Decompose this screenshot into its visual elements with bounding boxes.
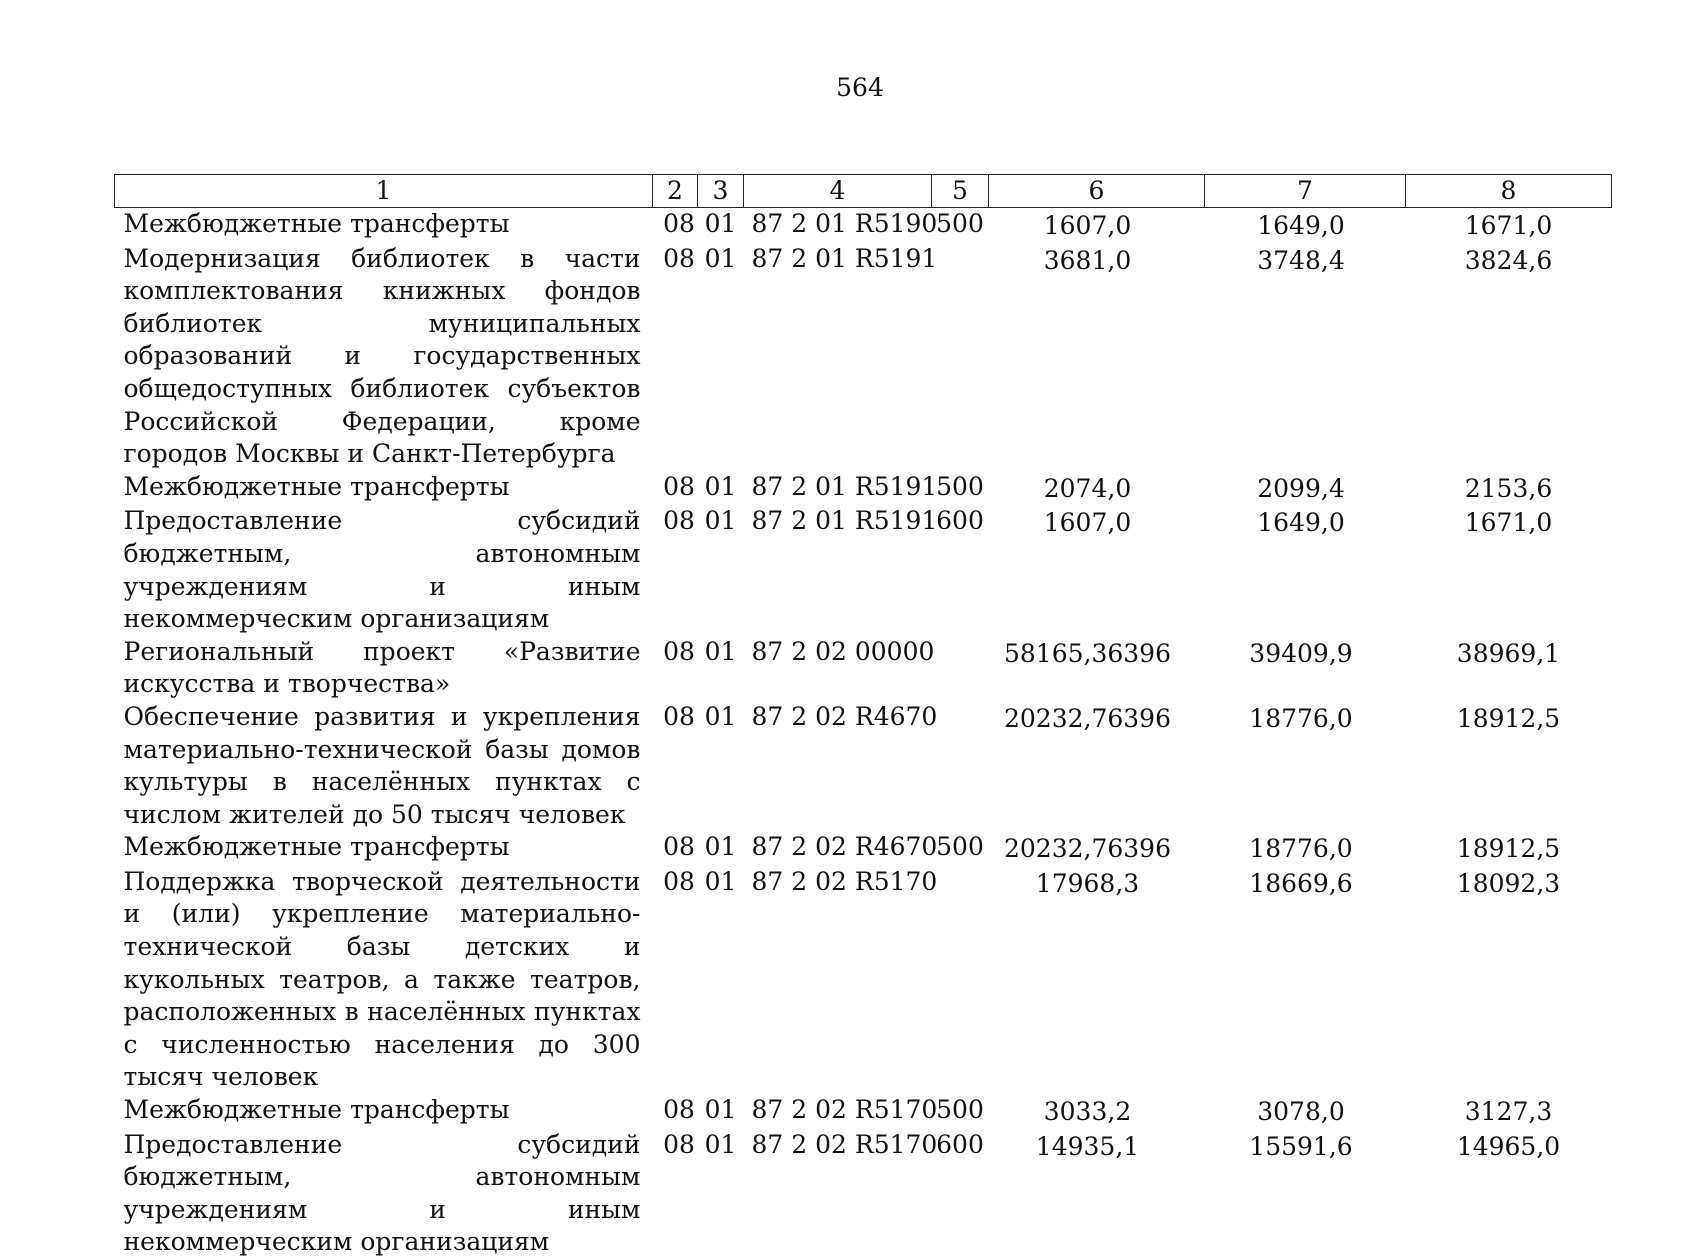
row-section: 08 xyxy=(663,1095,695,1125)
row-amount-year-2: 2099,4 xyxy=(1257,473,1345,503)
row-amount-year-2: 18669,6 xyxy=(1249,868,1353,898)
column-header-6: 6 xyxy=(989,175,1205,208)
table-header-row xyxy=(115,175,1612,208)
column-header-7: 7 xyxy=(1205,175,1406,208)
row-section: 08 xyxy=(663,209,695,238)
row-amount-year-1: 1607,0 xyxy=(1043,508,1132,538)
table-row xyxy=(115,636,1612,701)
table-row xyxy=(115,1094,1612,1129)
column-header-1: 1 xyxy=(115,175,653,208)
row-amount-year-3: 1671,0 xyxy=(1464,211,1553,240)
table-row xyxy=(115,866,1612,1094)
row-amount-year-2: 15591,6 xyxy=(1249,1131,1353,1161)
row-amount-year-3: 18912,5 xyxy=(1456,703,1561,733)
row-subsection: 01 xyxy=(704,1095,737,1125)
row-section: 08 xyxy=(663,506,695,536)
row-target-code: 87 2 01 R5190 xyxy=(751,209,938,238)
row-amount-year-2: 3748,4 xyxy=(1257,245,1345,275)
row-expense-type: 600 xyxy=(936,506,984,536)
row-amount-year-3: 18912,5 xyxy=(1456,834,1561,864)
row-amount-year-1: 3681,0 xyxy=(1043,245,1132,275)
row-amount-year-2: 1649,0 xyxy=(1257,211,1345,240)
row-expense-type xyxy=(932,243,989,471)
row-subsection: 01 xyxy=(704,243,737,273)
page-number: 564 xyxy=(836,73,884,102)
table-row xyxy=(115,505,1612,635)
row-name: Межбюджетные трансферты xyxy=(123,1095,510,1125)
row-section: 08 xyxy=(663,701,695,731)
row-subsection: 01 xyxy=(704,866,737,896)
column-header-5: 5 xyxy=(932,175,989,208)
row-expense-type: 500 xyxy=(936,471,984,501)
row-target-code: 87 2 01 R5191 xyxy=(751,471,938,501)
row-name: Межбюджетные трансферты xyxy=(123,832,510,862)
row-amount-year-3: 18092,3 xyxy=(1456,868,1561,898)
row-amount-year-2: 1649,0 xyxy=(1257,508,1345,538)
row-section: 08 xyxy=(663,832,695,862)
table-row xyxy=(115,1129,1612,1259)
row-subsection: 01 xyxy=(704,832,737,862)
row-section: 08 xyxy=(663,243,695,273)
row-amount-year-1: 17968,3 xyxy=(1035,868,1140,898)
row-expense-type xyxy=(932,866,989,1094)
row-amount-year-1: 20232,76396 xyxy=(1003,834,1171,864)
row-target-code: 87 2 02 R4670 xyxy=(751,701,938,731)
row-subsection: 01 xyxy=(704,209,737,238)
row-expense-type: 500 xyxy=(936,1095,984,1125)
row-amount-year-1: 14935,1 xyxy=(1035,1131,1140,1161)
row-name: Предоставление субсидий бюджетным, автономным учреждениям и иным некоммерческим организациям xyxy=(123,1129,641,1257)
row-amount-year-3: 3824,6 xyxy=(1464,245,1553,275)
row-name: Модернизация библиотек в части комплектования книжных фондов библиотек муниципальных образований и государственных общедоступных библиотек субъектов Российской Федерации, кроме городов Москвы и Санкт-Петербурга xyxy=(123,243,641,469)
row-section: 08 xyxy=(663,866,695,896)
row-target-code: 87 2 01 R5191 xyxy=(751,506,938,536)
row-name: Обеспечение развития и укрепления материально-технической базы домов культуры в населённых пунктах с числом жителей до 50 тысяч человек xyxy=(123,701,641,829)
table-row xyxy=(115,243,1612,471)
row-expense-type: 600 xyxy=(936,1129,984,1159)
row-amount-year-2: 39409,9 xyxy=(1249,638,1353,668)
row-subsection: 01 xyxy=(704,506,737,536)
table-row xyxy=(115,471,1612,506)
row-amount-year-3: 1671,0 xyxy=(1464,508,1553,538)
row-expense-type: 500 xyxy=(936,832,984,862)
row-target-code: 87 2 02 R5170 xyxy=(751,1129,938,1159)
row-amount-year-2: 18776,0 xyxy=(1249,703,1353,733)
row-amount-year-3: 3127,3 xyxy=(1464,1097,1553,1127)
row-expense-type xyxy=(932,636,989,701)
row-name: Межбюджетные трансферты xyxy=(123,471,510,501)
row-subsection: 01 xyxy=(704,471,737,501)
row-name: Предоставление субсидий бюджетным, автономным учреждениям и иным некоммерческим организациям xyxy=(123,506,641,634)
row-subsection: 01 xyxy=(704,701,737,731)
row-target-code: 87 2 02 00000 xyxy=(751,636,935,666)
row-amount-year-1: 58165,36396 xyxy=(1003,638,1171,668)
row-amount-year-3: 2153,6 xyxy=(1464,473,1553,503)
row-target-code: 87 2 02 R5170 xyxy=(751,866,938,896)
column-header-4: 4 xyxy=(744,175,932,208)
row-subsection: 01 xyxy=(704,1129,737,1159)
row-amount-year-3: 14965,0 xyxy=(1456,1131,1561,1161)
row-amount-year-1: 20232,76396 xyxy=(1003,703,1171,733)
column-header-2: 2 xyxy=(653,175,698,208)
row-expense-type xyxy=(932,701,989,831)
row-amount-year-1: 1607,0 xyxy=(1043,211,1132,240)
table-row xyxy=(115,208,1612,243)
column-header-3: 3 xyxy=(698,175,744,208)
row-expense-type: 500 xyxy=(936,209,984,238)
table-row xyxy=(115,701,1612,831)
budget-table xyxy=(114,174,1612,1259)
row-amount-year-1: 3033,2 xyxy=(1043,1097,1132,1127)
row-amount-year-1: 2074,0 xyxy=(1043,473,1132,503)
row-section: 08 xyxy=(663,636,695,666)
column-header-8: 8 xyxy=(1406,175,1612,208)
row-section: 08 xyxy=(663,471,695,501)
row-section: 08 xyxy=(663,1129,695,1159)
table-row xyxy=(115,831,1612,866)
row-subsection: 01 xyxy=(704,636,737,666)
row-amount-year-2: 3078,0 xyxy=(1257,1097,1345,1127)
row-amount-year-2: 18776,0 xyxy=(1249,834,1353,864)
row-target-code: 87 2 02 R5170 xyxy=(751,1095,938,1125)
row-name: Поддержка творческой деятельности и (или) укрепление материально-технической базы детских и кукольных театров, а также театров, расположенных в населённых пунктах с численностью населения до 300 тысяч человек xyxy=(123,866,641,1092)
row-amount-year-3: 38969,1 xyxy=(1456,638,1561,668)
row-target-code: 87 2 01 R5191 xyxy=(751,243,938,273)
row-name: Региональный проект «Развитие искусства и творчества» xyxy=(123,636,641,699)
row-target-code: 87 2 02 R4670 xyxy=(751,832,938,862)
row-name: Межбюджетные трансферты xyxy=(123,209,510,238)
